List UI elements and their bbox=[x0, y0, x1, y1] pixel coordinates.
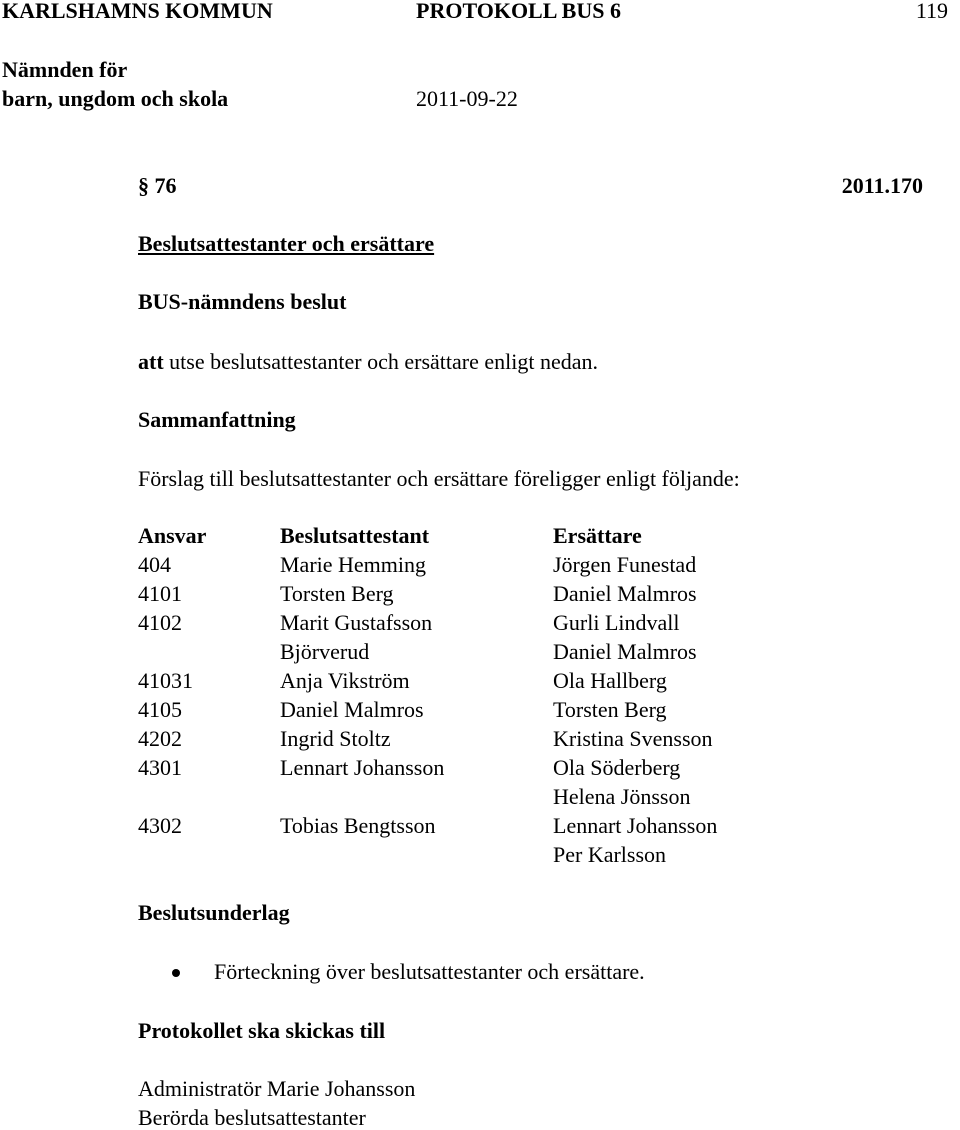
cell-beslutsattestant: Lennart Johansson bbox=[280, 755, 445, 780]
cell-ansvar: 4102 bbox=[138, 610, 182, 635]
cell-ansvar: 4302 bbox=[138, 813, 182, 838]
cell-ansvar: 41031 bbox=[138, 668, 193, 693]
recipient: Berörda beslutsattestanter bbox=[138, 1105, 366, 1130]
page-number: 119 bbox=[915, 0, 948, 23]
cell-ansvar: 4105 bbox=[138, 697, 182, 722]
table-row bbox=[0, 815, 960, 844]
committee-name-line1: Nämnden för bbox=[2, 57, 128, 82]
cell-beslutsattestant: Björverud bbox=[280, 639, 370, 664]
table-row bbox=[0, 728, 960, 757]
table-row bbox=[0, 641, 960, 670]
meeting-date: 2011-09-22 bbox=[416, 86, 518, 111]
org-name: KARLSHAMNS KOMMUN bbox=[2, 0, 273, 23]
paragraph-number: § 76 bbox=[138, 173, 177, 198]
cell-ersattare: Kristina Svensson bbox=[553, 726, 713, 751]
cell-ersattare: Ola Hallberg bbox=[553, 668, 667, 693]
att-label: att bbox=[138, 349, 164, 374]
table-row bbox=[0, 757, 960, 786]
recipient: Administratör Marie Johansson bbox=[138, 1076, 416, 1101]
bullet-icon bbox=[172, 969, 180, 977]
distribution-heading: Protokollet ska skickas till bbox=[138, 1018, 386, 1043]
header-beslutsattestant: Beslutsattestant bbox=[280, 523, 430, 548]
header-ersattare: Ersättare bbox=[553, 523, 642, 548]
basis-item: Förteckning över beslutsattestanter och ersättare. bbox=[214, 959, 645, 984]
cell-ersattare: Per Karlsson bbox=[553, 842, 667, 867]
header-ansvar: Ansvar bbox=[138, 523, 207, 548]
summary-text: Förslag till beslutsattestanter och ersättare föreligger enligt följande: bbox=[138, 466, 740, 491]
decision-text bbox=[138, 351, 598, 373]
cell-ersattare: Lennart Johansson bbox=[553, 813, 718, 838]
protocol-title: PROTOKOLL BUS 6 bbox=[416, 0, 621, 23]
cell-beslutsattestant: Tobias Bengtsson bbox=[280, 813, 436, 838]
cell-beslutsattestant: Ingrid Stoltz bbox=[280, 726, 391, 751]
decision-body: utse beslutsattestanter och ersättare enligt nedan. bbox=[169, 349, 598, 374]
table-row bbox=[0, 612, 960, 641]
section-title: Beslutsattestanter och ersättare bbox=[138, 231, 435, 256]
cell-ersattare: Daniel Malmros bbox=[553, 581, 697, 606]
case-number: 2011.170 bbox=[841, 173, 923, 198]
table-row bbox=[0, 583, 960, 612]
table-row bbox=[0, 699, 960, 728]
table-row bbox=[0, 554, 960, 583]
cell-ersattare: Ola Söderberg bbox=[553, 755, 681, 780]
cell-ersattare: Gurli Lindvall bbox=[553, 610, 680, 635]
cell-ansvar: 4301 bbox=[138, 755, 182, 780]
decision-heading: BUS-nämndens beslut bbox=[138, 289, 347, 314]
cell-beslutsattestant: Anja Vikström bbox=[280, 668, 410, 693]
cell-beslutsattestant: Marit Gustafsson bbox=[280, 610, 433, 635]
cell-ersattare: Torsten Berg bbox=[553, 697, 667, 722]
cell-beslutsattestant: Marie Hemming bbox=[280, 552, 427, 577]
cell-beslutsattestant: Daniel Malmros bbox=[280, 697, 424, 722]
cell-ansvar: 4101 bbox=[138, 581, 182, 606]
basis-heading: Beslutsunderlag bbox=[138, 900, 290, 925]
cell-ersattare: Helena Jönsson bbox=[553, 784, 691, 809]
table-row bbox=[0, 786, 960, 815]
summary-heading: Sammanfattning bbox=[138, 407, 296, 432]
table-row bbox=[0, 670, 960, 699]
cell-ersattare: Daniel Malmros bbox=[553, 639, 697, 664]
table-row bbox=[0, 844, 960, 873]
cell-beslutsattestant: Torsten Berg bbox=[280, 581, 394, 606]
committee-name-line2: barn, ungdom och skola bbox=[2, 86, 229, 111]
cell-ersattare: Jörgen Funestad bbox=[553, 552, 697, 577]
table-header bbox=[0, 525, 960, 554]
cell-ansvar: 404 bbox=[138, 552, 171, 577]
cell-ansvar: 4202 bbox=[138, 726, 182, 751]
